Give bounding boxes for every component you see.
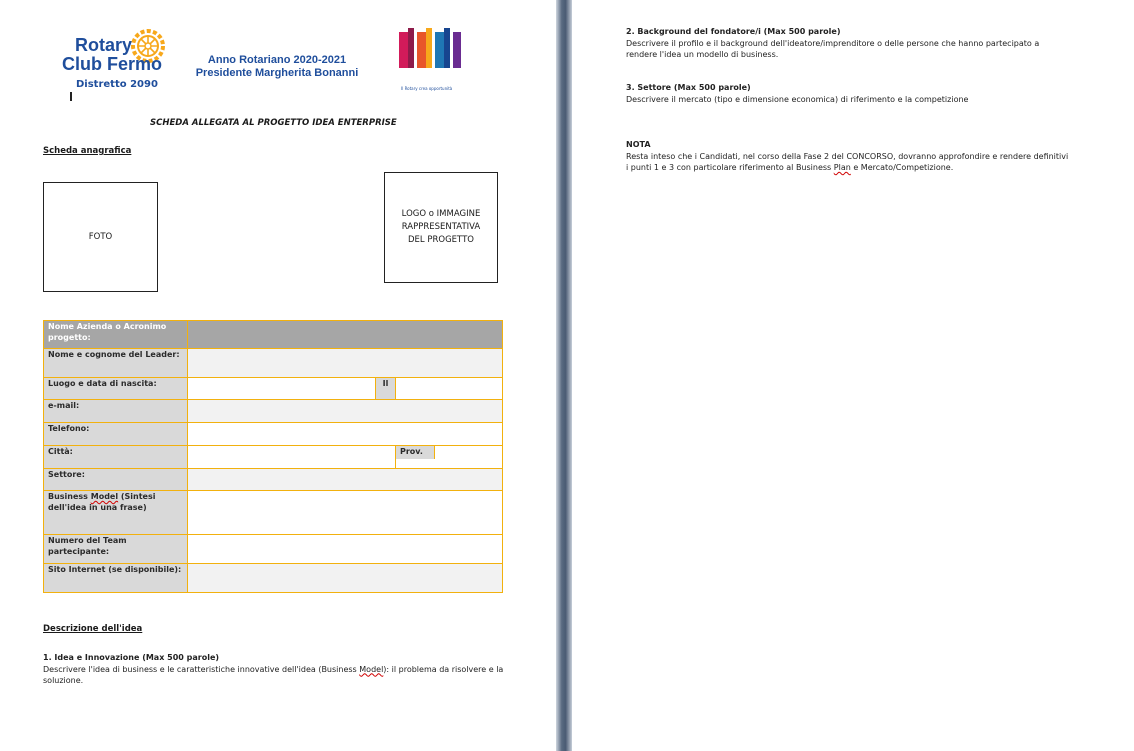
nota-text-a: Resta inteso che i Candidati, nel corso della Fase 2 del CONCORSO, dovranno approfondire e rendere definitivi i punti 1 e 3 con particolare riferimento al Business <box>626 151 1069 172</box>
label-citta: Città: <box>44 446 188 469</box>
logo-box-line-1: LOGO o IMMAGINE <box>401 209 481 219</box>
field-settore[interactable] <box>188 469 503 491</box>
s1-text-a: Descrivere l'idea di business e le caratteristiche innovative dell'idea (Business <box>43 664 360 674</box>
nota-section <box>626 139 1071 174</box>
header-anno <box>192 54 362 80</box>
section-3-title: 3. Settore (Max 500 parole) <box>626 83 751 92</box>
table-row <box>44 564 503 593</box>
section-1-title: 1. Idea e Innovazione (Max 500 parole) <box>43 653 220 662</box>
nota-text <box>626 151 1071 174</box>
table-row <box>44 469 503 491</box>
table-row <box>44 378 503 400</box>
table-row <box>44 400 503 423</box>
field-numero-team[interactable] <box>188 535 503 564</box>
section-3 <box>626 82 1066 105</box>
club-name: Club Fermo <box>62 54 163 74</box>
label-luogo-data: Luogo e data di nascita: <box>44 378 188 400</box>
photo-placeholder-box[interactable] <box>43 182 158 292</box>
presidente: Presidente Margherita Bonanni <box>195 67 359 79</box>
table-row <box>44 349 503 378</box>
logo-box-line-3: DEL PROGETTO <box>408 235 474 245</box>
field-prov[interactable] <box>435 446 502 459</box>
bm-text-model: Model <box>90 492 119 501</box>
label-email: e-mail: <box>44 400 188 423</box>
field-nome-leader[interactable] <box>188 349 503 378</box>
logo-box-line-2: RAPPRESENTATIVA <box>401 222 481 232</box>
bm-text-a: Business <box>48 492 91 501</box>
section-2 <box>626 26 1066 61</box>
table-row <box>44 423 503 446</box>
page-separator <box>556 0 572 751</box>
document-page-left <box>0 0 556 751</box>
project-logo-label <box>402 208 481 247</box>
anno-rotariano: Anno Rotariano 2020-2021 <box>207 54 347 66</box>
document-title: SCHEDA ALLEGATA AL PROGETTO IDEA ENTERPRISE <box>150 118 397 128</box>
district-label: Distretto 2090 <box>76 79 158 90</box>
text-cursor <box>70 92 72 101</box>
table-row <box>44 321 503 349</box>
section-1-text <box>43 664 508 687</box>
field-nome-azienda[interactable] <box>188 321 503 349</box>
label-telefono: Telefono: <box>44 423 188 446</box>
section-3-text: Descrivere il mercato (tipo e dimensione economica) di riferimento e la competizione <box>626 94 969 104</box>
table-row <box>44 446 503 469</box>
field-business-model[interactable] <box>188 491 503 535</box>
label-business-model <box>44 491 188 535</box>
bm-text-c: (Sintesi dell'idea in una frase) <box>48 492 156 512</box>
s1-text-b: ): il problema da risolvere e la soluzione. <box>43 664 504 685</box>
project-logo-placeholder-box[interactable] <box>384 172 498 283</box>
table-row <box>44 535 503 564</box>
label-settore: Settore: <box>44 469 188 491</box>
section-1 <box>43 652 508 687</box>
nota-text-b: e Mercato/Competizione. <box>850 163 954 172</box>
section-2-text: Descrivere il profilo e il background dell'ideatore/imprenditore o delle persone che hanno partecipato a rendere l'idea un modello di business. <box>626 38 1040 59</box>
label-numero-team: Numero del Team partecipante: <box>44 535 188 564</box>
nota-text-plan: Plan <box>833 163 851 172</box>
s1-text-model: Model <box>359 664 384 674</box>
field-email[interactable] <box>188 400 503 423</box>
anagrafica-form-table <box>43 320 503 593</box>
field-telefono[interactable] <box>188 423 503 446</box>
label-prov: Prov. <box>396 446 435 459</box>
rotary-doors-logo-icon <box>395 24 467 80</box>
prov-cell <box>396 446 503 469</box>
field-data-nascita[interactable] <box>396 378 503 400</box>
field-citta[interactable] <box>188 446 396 469</box>
label-nome-azienda: Nome Azienda o Acronimo progetto: <box>44 321 188 349</box>
document-page-right <box>572 0 1134 751</box>
label-nome-leader: Nome e cognome del Leader: <box>44 349 188 378</box>
scheda-anagrafica-heading: Scheda anagrafica <box>43 146 132 156</box>
rotary-wordmark: Rotary <box>75 35 133 55</box>
photo-label: FOTO <box>88 231 113 242</box>
field-luogo-nascita[interactable] <box>188 378 376 400</box>
label-sito: Sito Internet (se disponibile): <box>44 564 188 593</box>
table-row <box>44 491 503 535</box>
descrizione-heading: Descrizione dell'idea <box>43 624 143 634</box>
logo-tagline: Il Rotary crea opportunità <box>401 86 453 91</box>
nota-title: NOTA <box>626 140 651 149</box>
field-sito[interactable] <box>188 564 503 593</box>
section-2-title: 2. Background del fondatore/i (Max 500 parole) <box>626 27 841 36</box>
label-il: Il <box>376 378 396 400</box>
